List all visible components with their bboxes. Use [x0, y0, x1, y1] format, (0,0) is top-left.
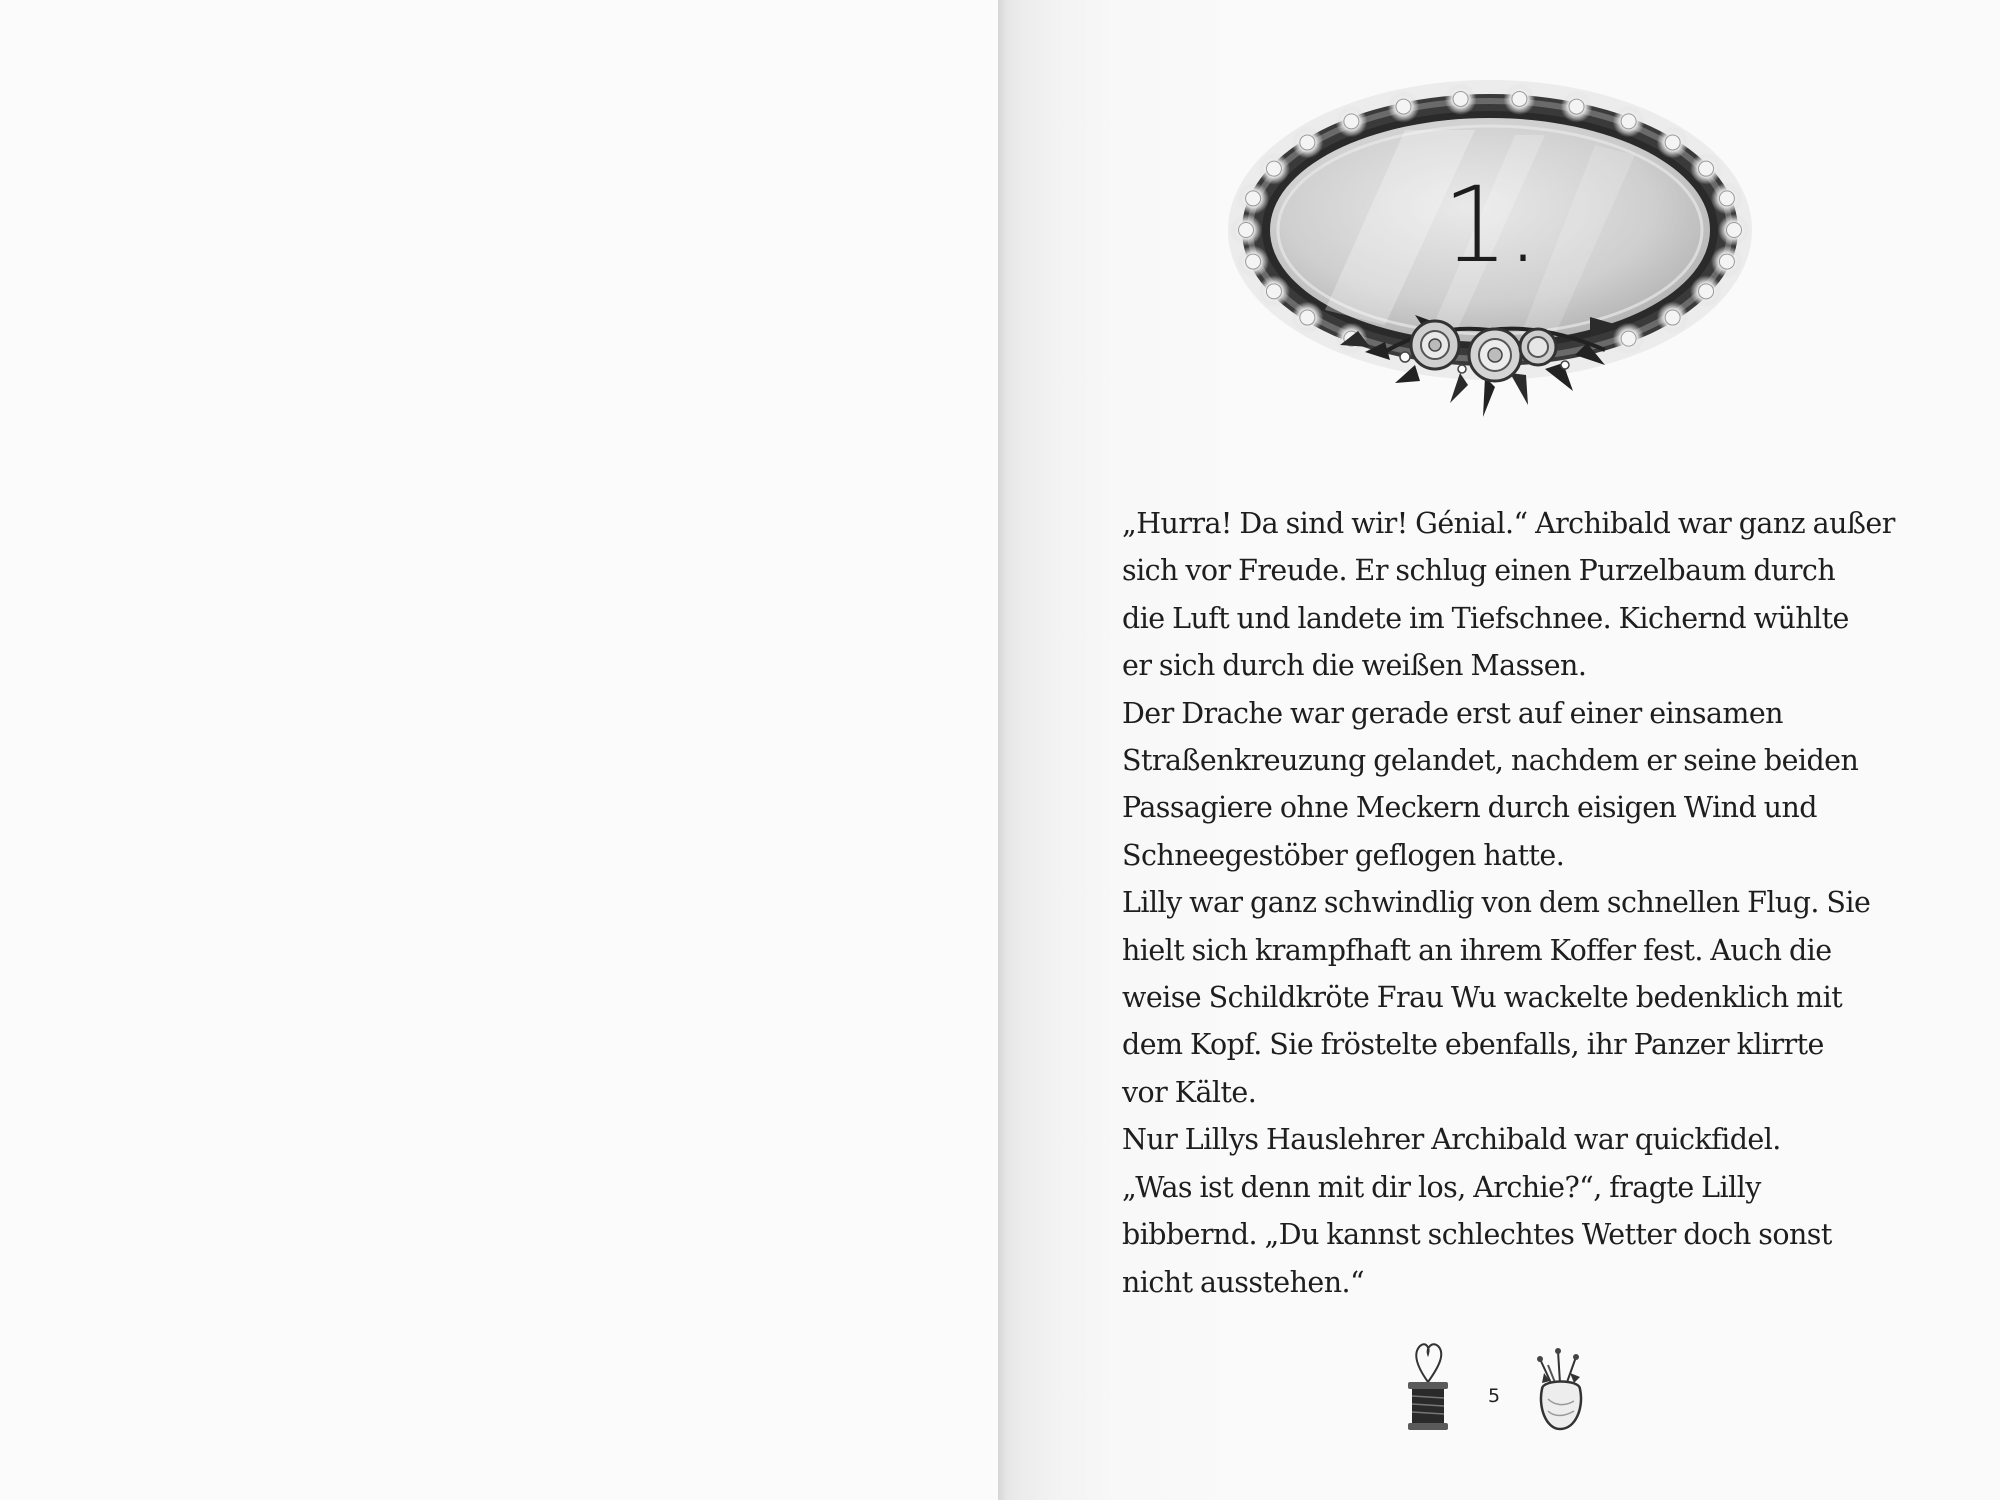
pincushion-icon [1530, 1345, 1592, 1433]
mirror-bulb [1512, 91, 1527, 106]
mirror-bulb [1453, 91, 1468, 106]
text-line: vor Kälte. [1122, 1075, 1257, 1109]
text-line: Schneegestöber geflogen hatte. [1122, 838, 1565, 872]
text-line: dem Kopf. Sie fröstelte ebenfalls, ihr Panzer klirrte [1122, 1028, 1824, 1062]
text-line: Der Drache war gerade erst auf einer einsamen [1122, 696, 1783, 730]
text-line: die Luft und landete im Tiefschnee. Kichernd wühlte [1122, 601, 1849, 635]
mirror-bulb [1266, 284, 1281, 299]
text-line: „Was ist denn mit dir los, Archie?“, fragte Lilly [1122, 1170, 1761, 1204]
mirror-bulb [1246, 254, 1261, 269]
text-line: bibbernd. „Du kannst schlechtes Wetter doch sonst [1122, 1218, 1832, 1252]
mirror-bulb [1719, 191, 1734, 206]
mirror-bulb [1665, 135, 1680, 150]
page-gutter [998, 0, 1006, 1500]
text-line: hielt sich krampfhaft an ihrem Koffer fest. Auch die [1122, 933, 1832, 967]
text-line: weise Schildkröte Frau Wu wackelte bedenklich mit [1122, 981, 1843, 1015]
mirror-bulb [1699, 284, 1714, 299]
mirror-bulb [1621, 331, 1636, 346]
mirror-bulb [1266, 161, 1281, 176]
mirror-bulb [1246, 191, 1261, 206]
mirror-bulb [1727, 223, 1742, 238]
text-line: Straßenkreuzung gelandet, nachdem er seine beiden [1122, 744, 1859, 778]
mirror-bulb [1621, 114, 1636, 129]
body-text [1122, 500, 1895, 1306]
thread-spool-icon [1400, 1338, 1456, 1433]
mirror-bulb [1396, 99, 1411, 114]
text-line: „Hurra! Da sind wir! Génial.“ Archibald war ganz außer [1122, 507, 1895, 540]
chapter-number: 1. [1442, 164, 1538, 286]
mirror-bulb [1569, 99, 1584, 114]
text-line: Passagiere ohne Meckern durch eisigen Wind und [1122, 791, 1817, 825]
text-line: Lilly war ganz schwindlig von dem schnellen Flug. Sie [1122, 886, 1871, 920]
left-page-blank [0, 0, 998, 1500]
mirror-bulb [1719, 254, 1734, 269]
text-line: Nur Lillys Hauslehrer Archibald war quickfidel. [1122, 1123, 1781, 1157]
mirror-bulb [1300, 135, 1315, 150]
mirror-bulb [1344, 114, 1359, 129]
mirror-bulb [1300, 310, 1315, 325]
text-line: sich vor Freude. Er schlug einen Purzelbaum durch [1122, 554, 1836, 588]
mirror-bulb [1699, 161, 1714, 176]
mirror-bulb [1665, 310, 1680, 325]
text-line: er sich durch die weißen Massen. [1122, 649, 1587, 683]
mirror-bulb [1239, 223, 1254, 238]
text-line: nicht ausstehen.“ [1122, 1265, 1365, 1299]
page-number: 5 [1487, 1385, 1501, 1407]
